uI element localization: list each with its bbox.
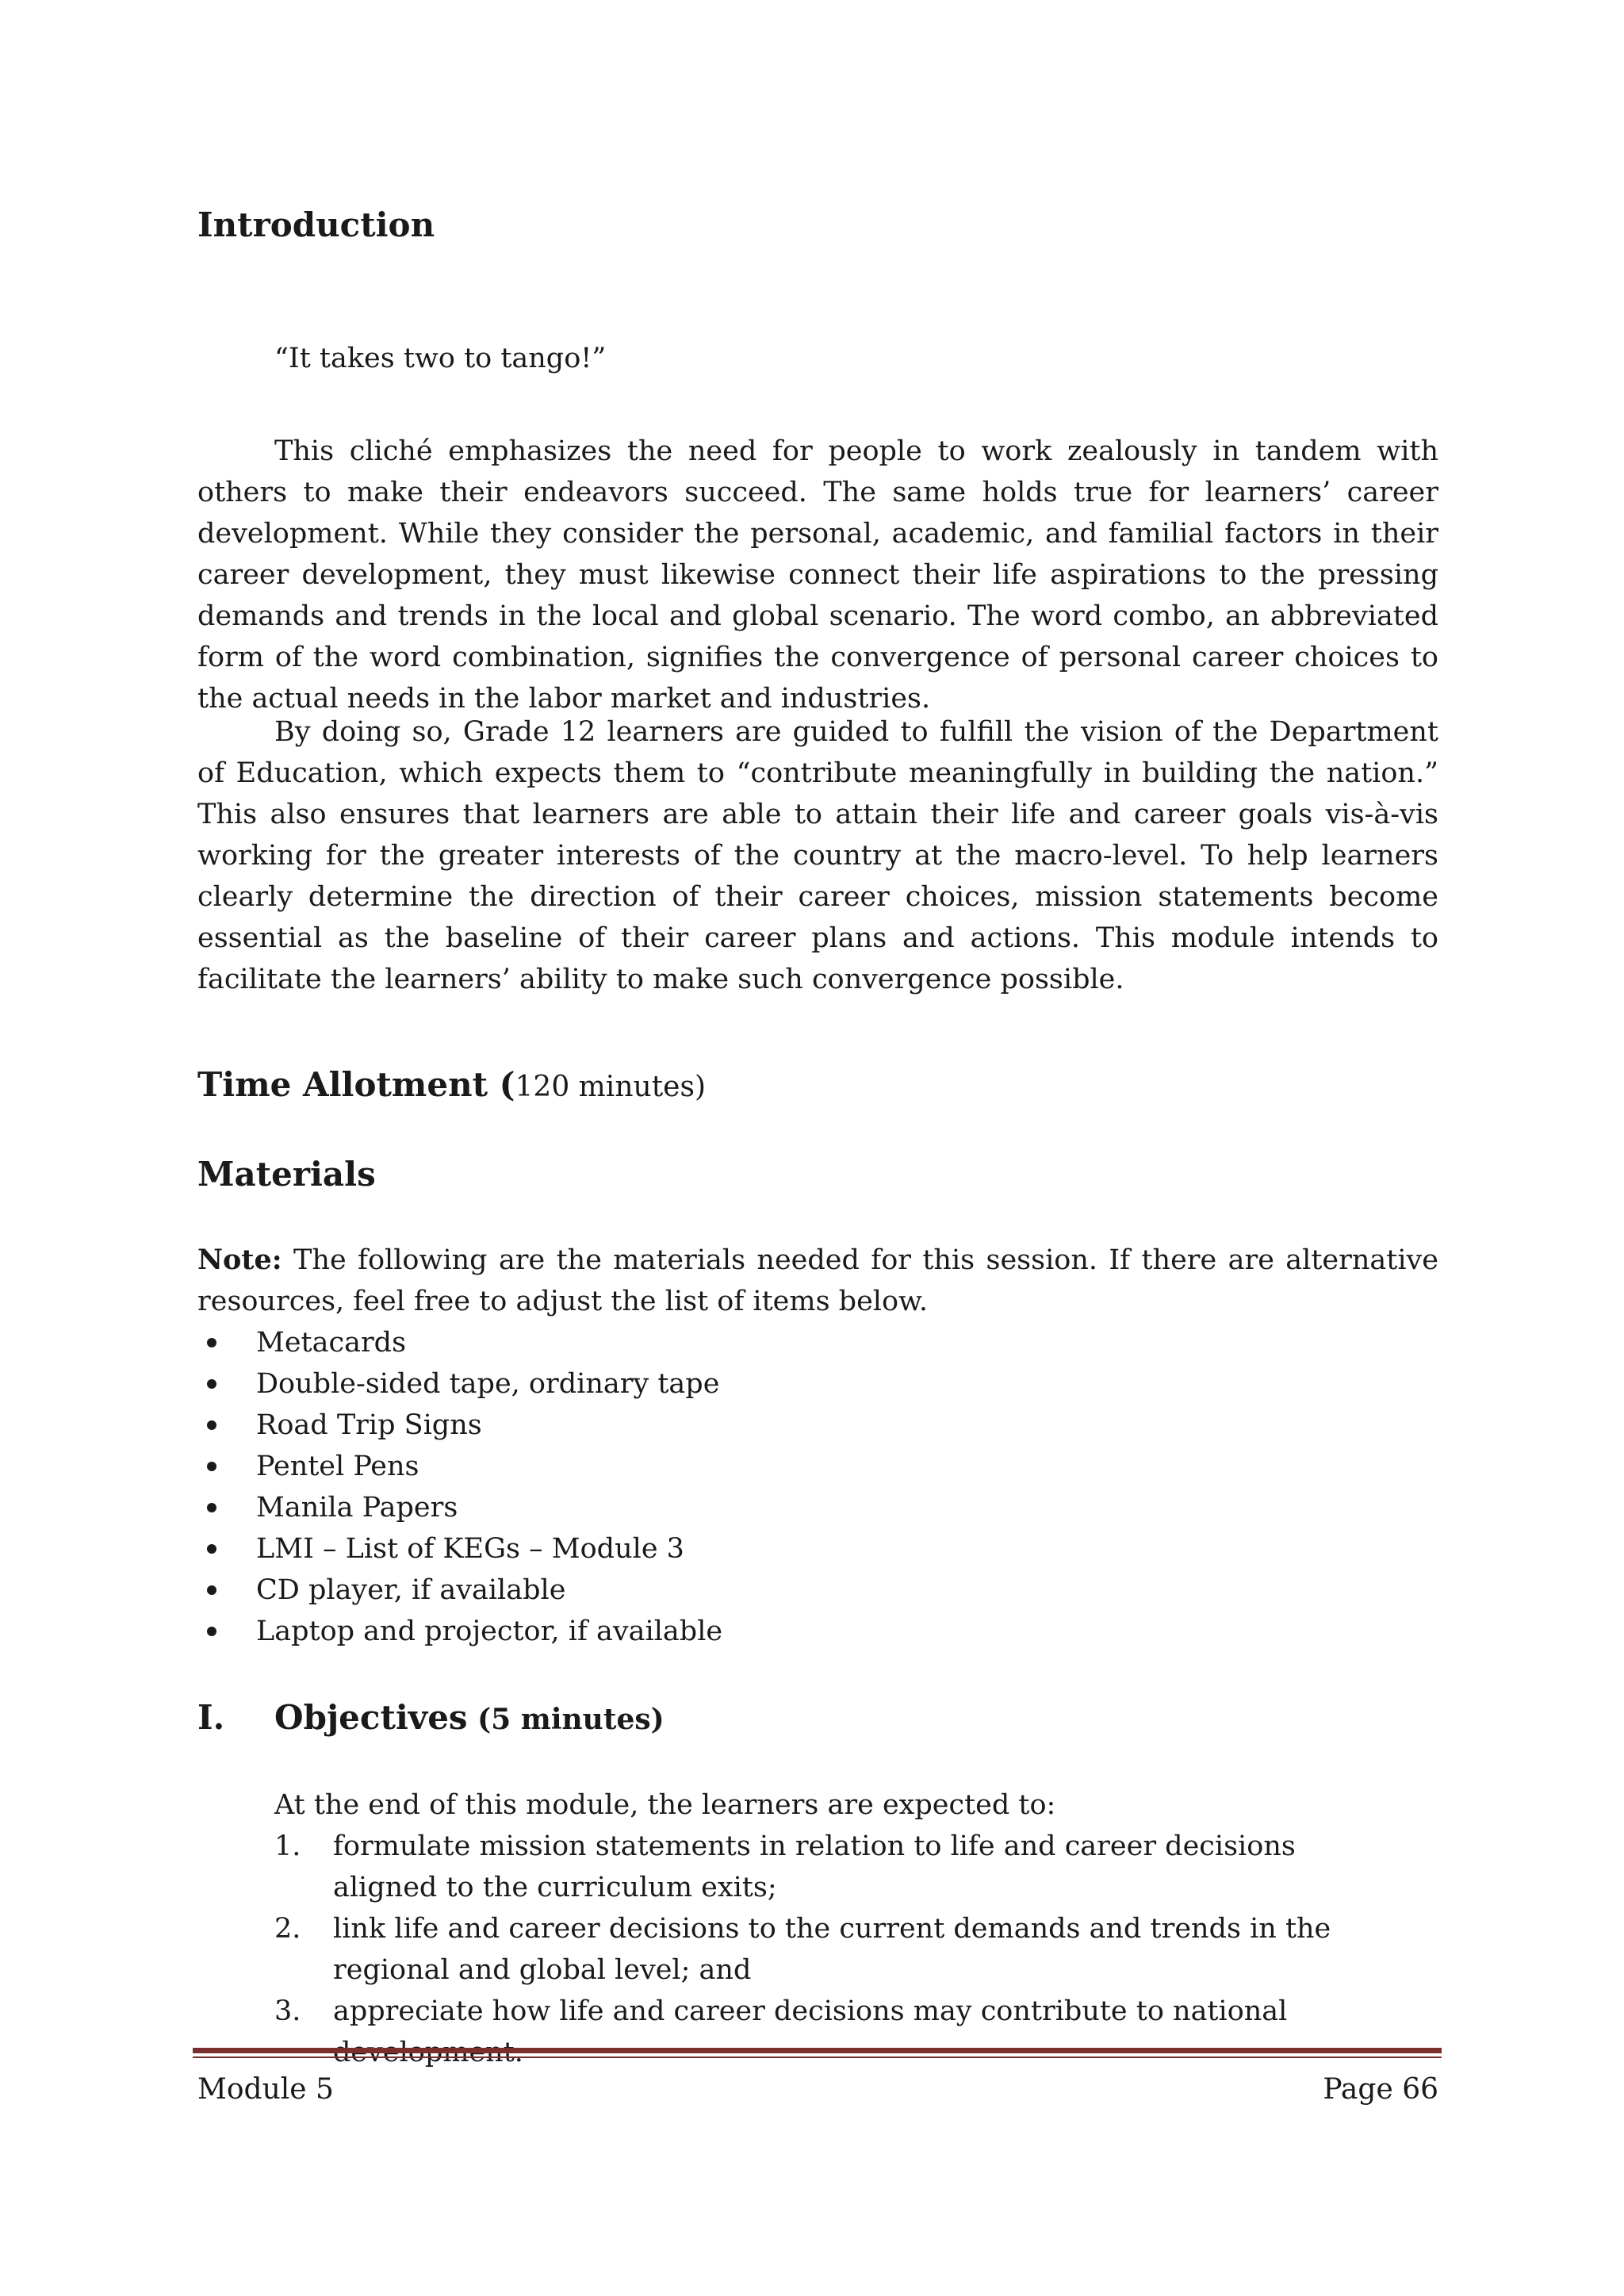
materials-heading: Materials [197,1155,376,1194]
footer-page-number: Page 66 [1323,2073,1438,2106]
time-allotment-value: 120 minutes) [515,1071,706,1103]
bullet-icon [207,1627,216,1636]
bullet-icon [207,1585,216,1595]
objectives-heading [197,1697,665,1740]
list-item: 3. appreciate how life and career decisions may contribute to national [274,1995,1288,2027]
objectives-number: I. [197,1698,225,1737]
bullet-icon [207,1379,216,1389]
objectives-list [274,1826,1381,2073]
list-item: CD player, if available [197,1570,722,1611]
list-item: 1. formulate mission statements in relation to life and career decisions aligned to the curriculum exits; [274,1830,1296,1903]
time-allotment-heading [197,1064,706,1108]
list-item: Road Trip Signs [197,1405,722,1446]
list-item: LMI – List of KEGs – Module 3 [197,1528,722,1570]
materials-list [197,1322,722,1652]
intro-paragraph-2: By doing so, Grade 12 learners are guided to fulfill the vision of the Department of Education, which expects them to “contribute meaningfully in building the nation.” This also ensures that learners are able to attain their life and career goals vis-à-vis working for the greater interests of the country at the macro-level. To help learners clearly determine the direction of their career choices, mission statements become essential as the baseline of their career plans and actions. This module intends to facilitate the learners’ ability to make such convergence possible. [197,716,1438,995]
time-allotment-open-paren: ( [499,1065,515,1104]
bullet-icon [207,1420,216,1430]
list-item: Pentel Pens [197,1446,722,1487]
footer-divider-thin [193,2056,1442,2058]
materials-note [197,1240,1438,1322]
list-item: Manila Papers [197,1487,722,1528]
note-text: The following are the materials needed for this session. If there are alternative resources, feel free to adjust the list of items below. [197,1244,1438,1317]
note-label: Note: [197,1244,282,1276]
time-allotment-title: Time Allotment [197,1065,488,1104]
list-item: Laptop and projector, if available [197,1611,722,1652]
bullet-icon [207,1338,216,1347]
bullet-icon [207,1503,216,1512]
objectives-duration: (5 minutes) [467,1703,665,1736]
introduction-heading: Introduction [197,205,435,244]
bullet-icon [207,1462,216,1471]
intro-quote: “It takes two to tango!” [274,343,607,374]
footer-module: Module 5 [197,2073,334,2106]
objectives-intro: At the end of this module, the learners are expected to: [274,1789,1056,1821]
list-item: Double-sided tape, ordinary tape [197,1363,722,1405]
footer-divider-thick [193,2048,1442,2053]
document-page [197,0,1438,2296]
list-item: 2. link life and career decisions to the current demands and trends in the regional and global level; and [274,1913,1331,1986]
bullet-icon [207,1544,216,1554]
intro-paragraph-1: This cliché emphasizes the need for people to work zealously in tandem with others to make their endeavors succeed. The same holds true for learners’ career development. While they consider the personal, academic, and familial factors in their career development, they must likewise connect their life aspirations to the pressing demands and trends in the local and global scenario. The word combo, an abbreviated form of the word combination, signifies the convergence of personal career choices to the actual needs in the labor market and industries. [197,435,1438,715]
list-item: Metacards [197,1322,722,1363]
objectives-title: Objectives [274,1698,468,1737]
